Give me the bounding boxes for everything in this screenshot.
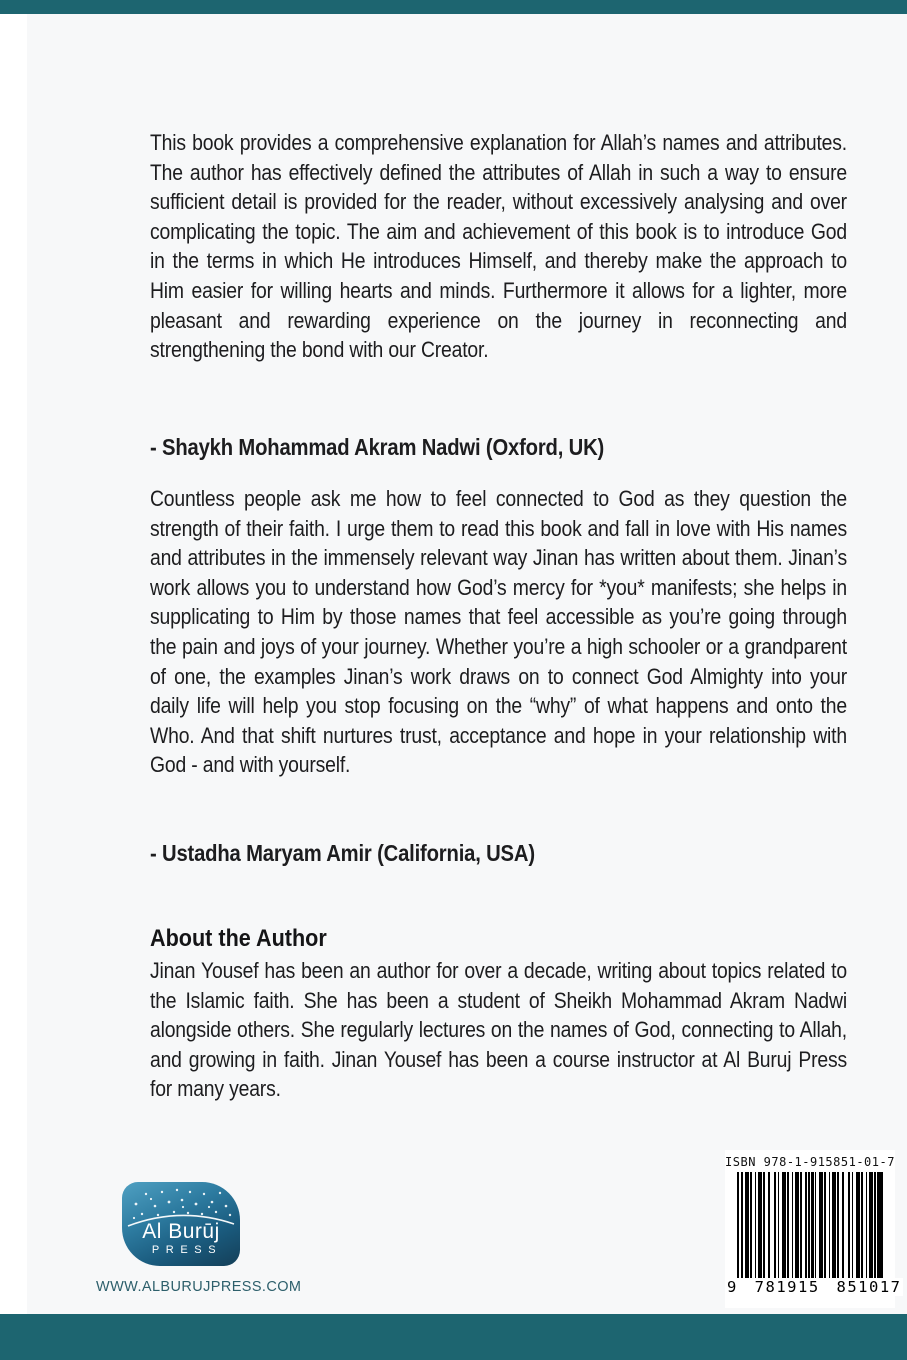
barcode-bars bbox=[737, 1172, 883, 1278]
barcode-guard-bar bbox=[808, 1172, 810, 1292]
publisher-logo bbox=[122, 1182, 240, 1266]
barcode-guard-bar bbox=[741, 1172, 743, 1292]
endorsement-2-text: Countless people ask me how to feel connected to God as they question the strength of their faith. I urge them to read this book and fall in love with His names and attributes in the immensely relevant way Jinan has written about them. Jinan’s work allows you to understand how God’s mercy for *you* manifests; she helps in supplicating to Him by those names that feel accessible as you’re going through the pain and joys of your journey. Whether you’re a high schooler or a grandparent of one, the examples Jinan’s work draws on to connect God Almighty into your daily life will help you stop focusing on the “why” of what happens and onto the Who. And that shift nurtures trust, acceptance and hope in your relationship with God - and with yourself. bbox=[150, 486, 847, 778]
page-left-margin bbox=[0, 0, 27, 1360]
about-the-author-heading: About the Author bbox=[150, 925, 327, 952]
barcode-guard-bar bbox=[812, 1172, 814, 1292]
barcode-guard-bar bbox=[737, 1172, 739, 1292]
endorsement-1-text: This book provides a comprehensive explanation for Allah’s names and attributes. The author has effectively defined the attributes of Allah in such a way to ensure sufficient detail is provided for the reader, without excessively analysing and over complicating the topic. The aim and achievement of this book is to introduce God in the terms in which He introduces Himself, and thereby make the approach to Him easier for willing hearts and minds. Furthermore it allows for a lighter, more pleasant and rewarding experience on the journey in reconnecting and strengthening the bond with our Creator. bbox=[150, 130, 847, 363]
barcode-digits bbox=[725, 1278, 902, 1300]
endorsement-1-attribution: - Shaykh Mohammad Akram Nadwi (Oxford, UK) bbox=[150, 434, 605, 460]
publisher-website-url: WWW.ALBURUJPRESS.COM bbox=[96, 1279, 302, 1295]
logo-wordmark: Al Burūj bbox=[142, 1220, 220, 1243]
bottom-teal-band bbox=[0, 1314, 907, 1360]
about-the-author-text: Jinan Yousef has been an author for over a decade, writing about topics related to the Islamic faith. She has been a student of Sheikh Mohammad Akram Nadwi alongside others. She regularly lectures on the names of God, connecting to Allah, and growing in faith. Jinan Yousef has been a course instructor at Al Buruj Press for many years. bbox=[150, 958, 847, 1102]
barcode-guard-bar bbox=[877, 1172, 879, 1292]
logo-press-label: PRESS bbox=[151, 1244, 223, 1256]
barcode-digits-text: 9 781915 851017 bbox=[727, 1278, 902, 1296]
endorsement-2-attribution: - Ustadha Maryam Amir (California, USA) bbox=[150, 840, 535, 866]
top-teal-band bbox=[0, 0, 907, 14]
isbn-number: ISBN 978-1-915851-01-7 bbox=[725, 1155, 895, 1169]
barcode-guard-bar bbox=[881, 1172, 883, 1292]
barcode-block bbox=[725, 1150, 902, 1308]
